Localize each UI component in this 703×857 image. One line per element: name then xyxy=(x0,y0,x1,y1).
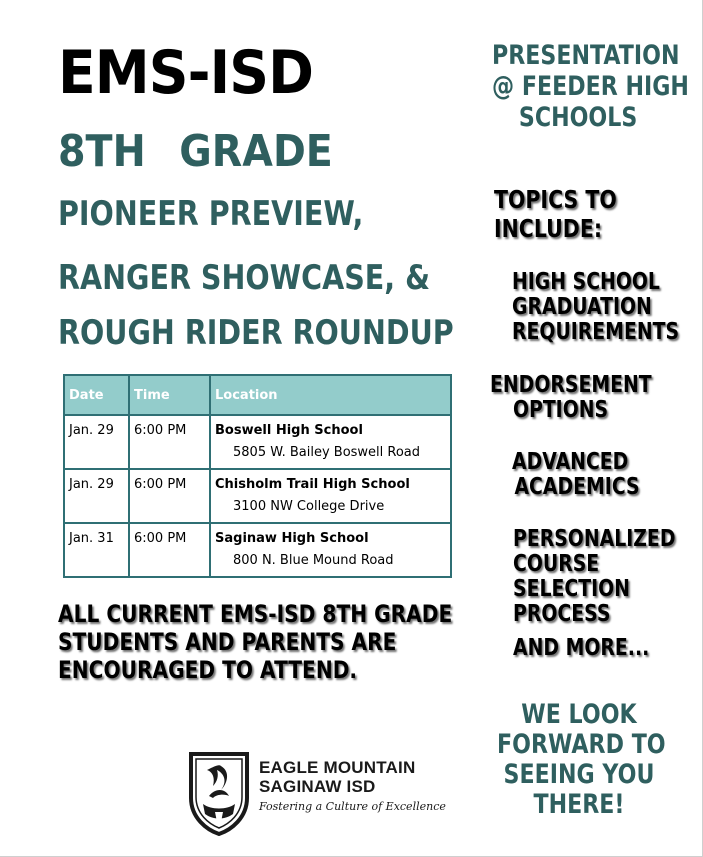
notice-line: ENCOURAGED TO ATTEND. xyxy=(58,656,358,684)
grade-heading: 8TH GRADE xyxy=(58,126,333,177)
topic-and-more xyxy=(513,636,649,661)
topic-line: ACADEMICS xyxy=(514,474,640,500)
topics-heading xyxy=(494,185,617,243)
topic-line: PERSONALIZED xyxy=(513,526,676,552)
topic-endorsement xyxy=(490,373,652,423)
schedule-table xyxy=(63,374,452,578)
topic-line: ENDORSEMENT xyxy=(490,372,652,398)
cell-date: Jan. 29 xyxy=(64,415,129,469)
table-row xyxy=(64,469,451,523)
presentation-line: @ FEEDER HIGH xyxy=(492,71,689,102)
notice-line: ALL CURRENT EMS-ISD 8TH GRADE xyxy=(58,600,453,628)
topic-line: AND MORE... xyxy=(513,635,650,661)
column-header-date: Date xyxy=(64,375,129,415)
logo-tagline: Fostering a Culture of Excellence xyxy=(259,800,446,813)
cell-location xyxy=(210,415,451,469)
school-address: 3100 NW College Drive xyxy=(233,499,385,514)
column-header-location: Location xyxy=(210,375,451,415)
logo-name-line2: SAGINAW ISD xyxy=(259,777,376,796)
presentation-line: PRESENTATION xyxy=(492,40,680,71)
topics-heading-line: INCLUDE: xyxy=(494,214,603,243)
closing-message xyxy=(497,699,666,820)
topic-course-selection xyxy=(513,527,675,627)
notice-line: STUDENTS AND PARENTS ARE xyxy=(58,628,397,656)
table-row xyxy=(64,415,451,469)
topic-line: REQUIREMENTS xyxy=(512,319,680,345)
topic-graduation xyxy=(512,270,679,345)
cell-location xyxy=(210,523,451,577)
school-name: Chisholm Trail High School xyxy=(215,477,410,492)
cell-time: 6:00 PM xyxy=(129,469,210,523)
presentation-heading xyxy=(492,40,689,133)
table-header-row xyxy=(64,375,451,415)
topic-line: ADVANCED xyxy=(512,449,629,475)
school-name: Boswell High School xyxy=(215,423,363,438)
event-title-rough-rider: ROUGH RIDER ROUNDUP xyxy=(58,313,454,353)
column-header-time: Time xyxy=(129,375,210,415)
cell-time: 6:00 PM xyxy=(129,415,210,469)
event-title-pioneer: PIONEER PREVIEW, xyxy=(58,194,364,234)
topic-line: COURSE xyxy=(513,551,600,577)
topic-line: OPTIONS xyxy=(512,397,609,423)
topic-line: PROCESS xyxy=(513,601,611,627)
closing-line: SEEING YOU xyxy=(503,759,655,790)
topic-line: SELECTION xyxy=(513,576,630,602)
district-logo xyxy=(187,750,457,840)
presentation-line: SCHOOLS xyxy=(518,102,638,133)
event-title-ranger: RANGER SHOWCASE, & xyxy=(58,258,430,298)
school-address: 5805 W. Bailey Boswell Road xyxy=(233,445,421,460)
school-address: 800 N. Blue Mound Road xyxy=(233,553,394,568)
eagle-shield-icon xyxy=(187,750,251,836)
closing-line: WE LOOK xyxy=(521,699,637,730)
topic-line: HIGH SCHOOL xyxy=(512,269,660,295)
closing-line: THERE! xyxy=(533,789,625,820)
attendance-notice xyxy=(58,600,452,684)
cell-time: 6:00 PM xyxy=(129,523,210,577)
cell-date: Jan. 31 xyxy=(64,523,129,577)
topic-line: GRADUATION xyxy=(512,294,652,320)
closing-line: FORWARD TO xyxy=(497,729,666,760)
topic-academics xyxy=(512,450,640,500)
district-title: EMS-ISD xyxy=(58,38,313,108)
school-name: Saginaw High School xyxy=(215,531,369,546)
cell-location xyxy=(210,469,451,523)
cell-date: Jan. 29 xyxy=(64,469,129,523)
logo-name-line1: EAGLE MOUNTAIN xyxy=(259,758,416,777)
table-row xyxy=(64,523,451,577)
topics-heading-line: TOPICS TO xyxy=(494,185,617,214)
